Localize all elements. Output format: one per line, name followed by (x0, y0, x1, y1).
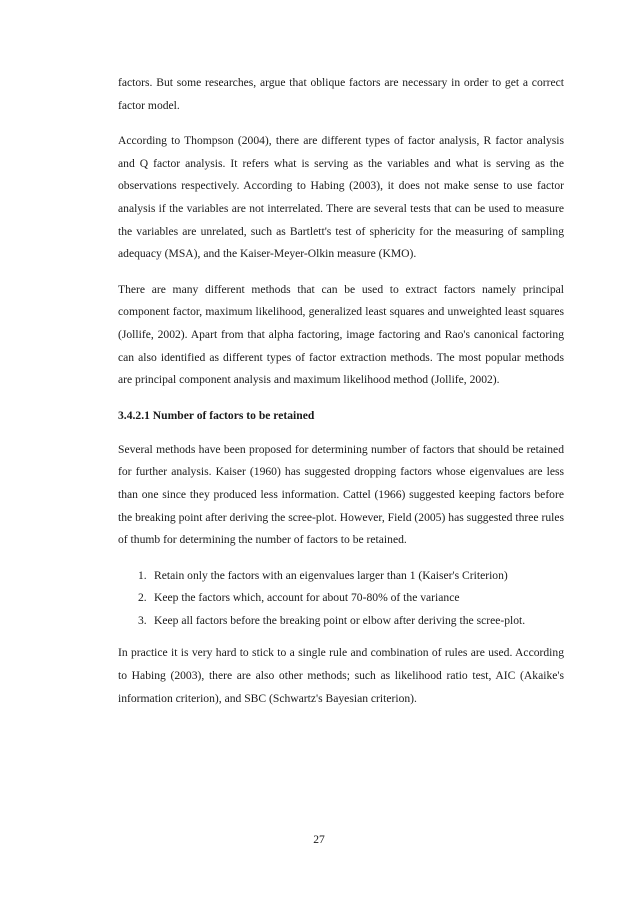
paragraph-factor-analysis-types: According to Thompson (2004), there are different types of factor analysis, R factor analysis and Q factor analysis. It refers what is serving as the variables and what is serving as the observations respectively. According to Habing (2003), it does not make sense to use factor analysis if the variables are not interrelated. There are several tests that can be used to measure the variables are unrelated, such as Bartlett's test of sphericity for the measuring of sampling adequacy (MSA), and the Kaiser-Meyer-Olkin measure (KMO). (118, 134, 564, 261)
list-item-number: 1. (138, 568, 147, 582)
rules-of-thumb-list (118, 565, 564, 633)
list-item-number: 2. (138, 591, 147, 605)
list-item-text: Keep the factors which, account for about 70-80% of the variance (154, 591, 460, 605)
page-number: 27 (313, 833, 325, 846)
paragraph-oblique-factors: factors. But some researches, argue that oblique factors are necessary in order to get a correct factor model. (118, 76, 564, 112)
list-item-text: Keep all factors before the breaking point or elbow after deriving the scree-plot. (154, 613, 526, 627)
list-item-number: 3. (138, 613, 147, 627)
list-item (118, 565, 564, 588)
list-item (118, 587, 564, 610)
section-heading: 3.4.2.1 Number of factors to be retained (118, 408, 315, 422)
list-item-text: Retain only the factors with an eigenvalues larger than 1 (Kaiser's Criterion) (154, 568, 508, 582)
document-page (118, 72, 564, 723)
paragraph-retention-methods: Several methods have been proposed for determining number of factors that should be retained for further analysis. Kaiser (1960) has suggested dropping factors whose eigenvalues are less than one since they produced less information. Cattel (1966) suggested keeping factors before the breaking point after deriving the scree-plot. However, Field (2005) has suggested three rules of thumb for determining the number of factors to be retained. (118, 442, 564, 547)
paragraph-extraction-methods: There are many different methods that can be used to extract factors namely principal component factor, maximum likelihood, generalized least squares and unweighted least squares (Jollife, 2002). Apart from that alpha factoring, image factoring and Rao's canonical factoring can also identified as different types of factor extraction methods. The most popular methods are principal component analysis and maximum likelihood method (Jollife, 2002). (118, 282, 564, 387)
list-item (118, 610, 564, 633)
paragraph-practice-note: In practice it is very hard to stick to a single rule and combination of rules are used. According to Habing (2003), there are also other methods; such as likelihood ratio test, AIC (Akaike's information criterion), and SBC (Schwartz's Bayesian criterion). (118, 646, 564, 705)
